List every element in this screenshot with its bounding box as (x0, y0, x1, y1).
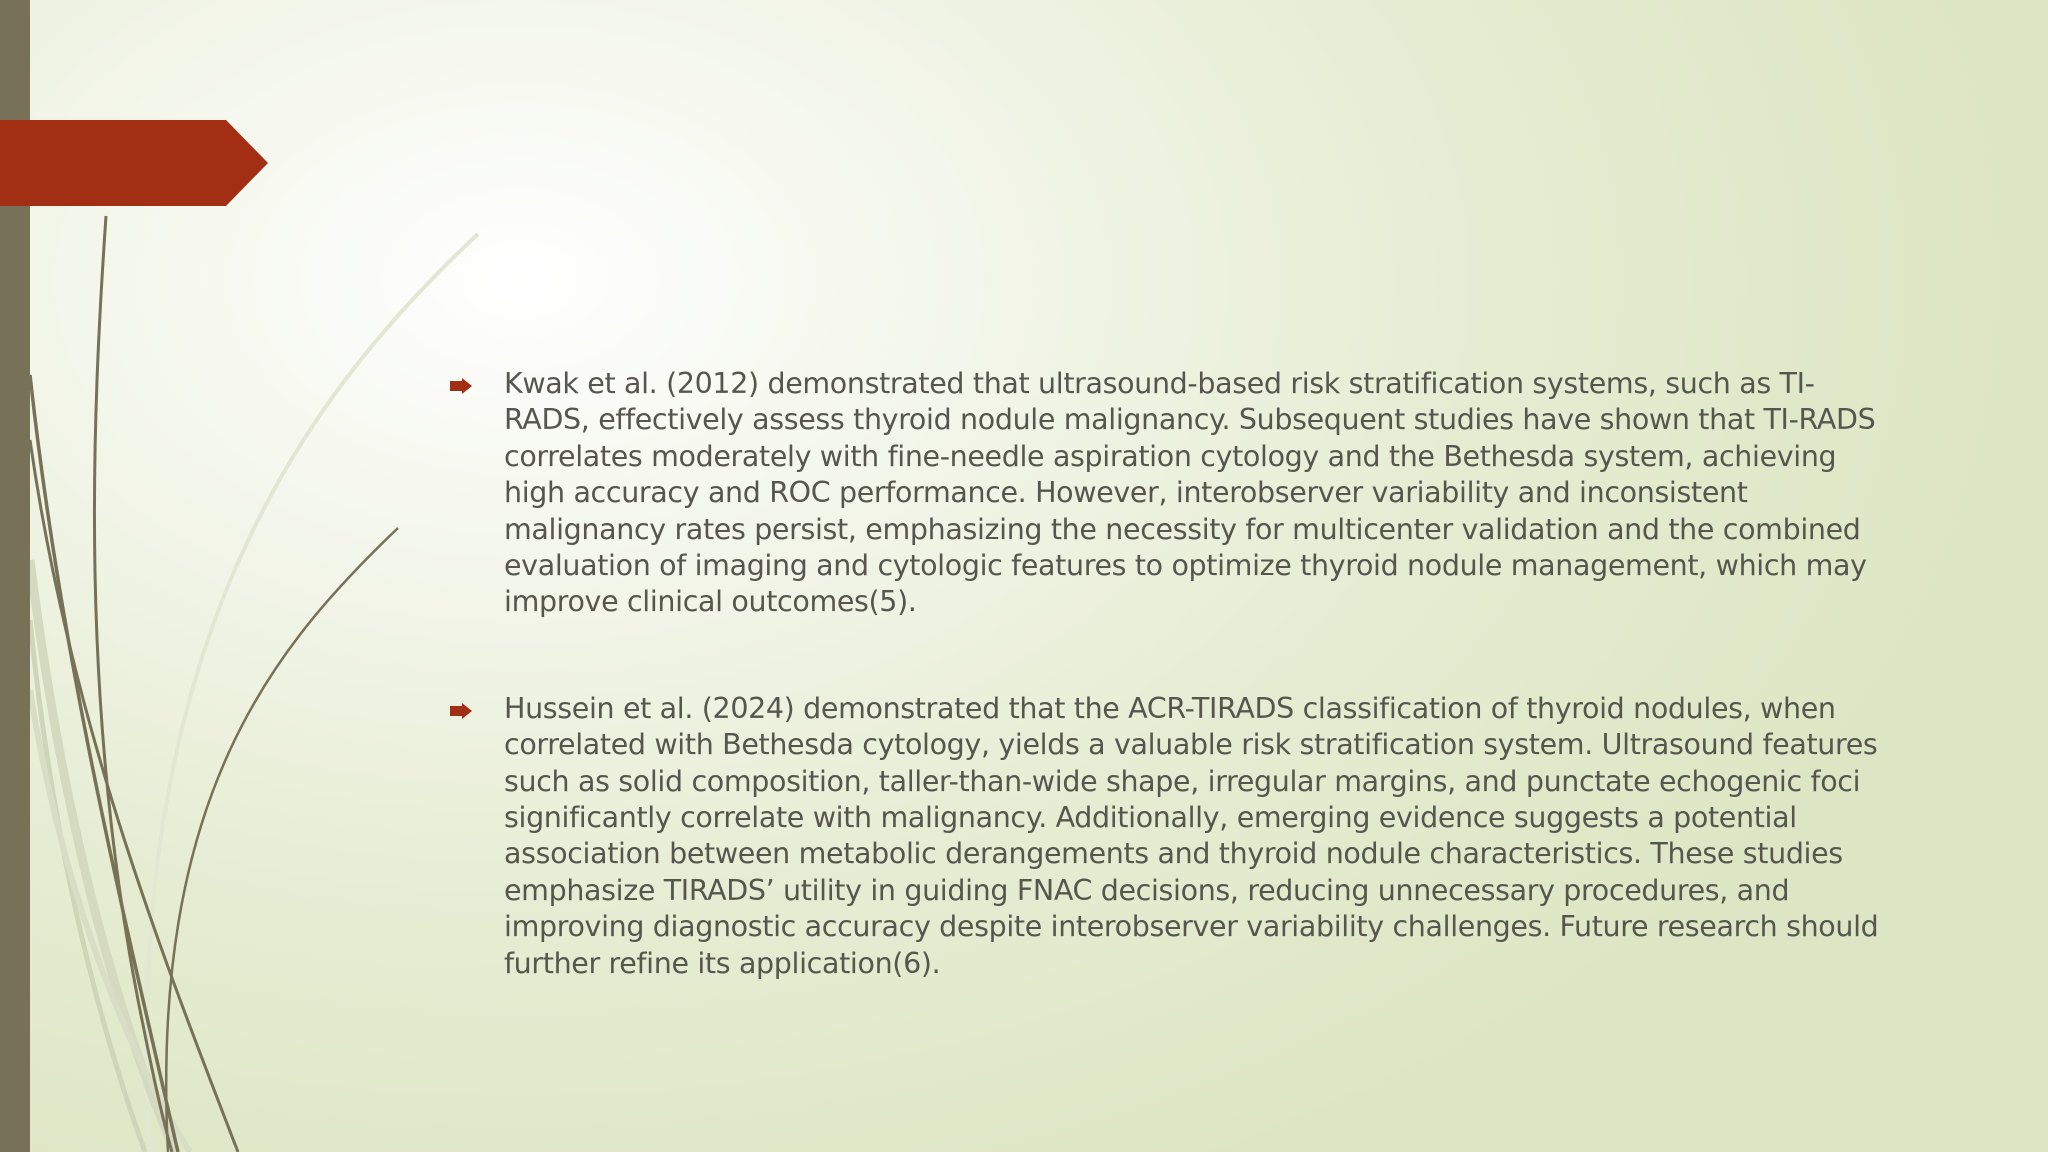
bullet-list (448, 366, 1888, 1052)
bullet-text: Kwak et al. (2012) demonstrated that ultrasound-based risk stratification systems, such as TI-RADS, effectively assess thyroid nodule malignancy. Subsequent studies have shown that TI-RADS correlates moderately with fine-needle aspiration cytology and the Bethesda system, achieving high accuracy and ROC performance. However, interobserver variability and inconsistent malignancy rates persist, emphasizing the necessity for multicenter validation and the combined evaluation of imaging and cytologic features to optimize thyroid nodule management, which may improve clinical outcomes(5). (504, 367, 1876, 619)
title-arrow-tab (0, 120, 270, 206)
bullet-item-kwak (448, 366, 1888, 621)
arrow-bullet-icon (450, 703, 474, 719)
bullet-item-hussein (448, 691, 1888, 982)
arrow-bullet-icon (450, 378, 474, 394)
bullet-text: Hussein et al. (2024) demonstrated that the ACR-TIRADS classification of thyroid nodules, when correlated with Bethesda cytology, yields a valuable risk stratification system. Ultrasound features such as solid composition, taller-than-wide shape, irregular margins, and punctate echogenic foci significantly correlate with malignancy. Additionally, emerging evidence suggests a potential association between metabolic derangements and thyroid nodule characteristics. These studies emphasize TIRADS’ utility in guiding FNAC decisions, reducing unnecessary procedures, and improving diagnostic accuracy despite interobserver variability challenges. Future research should further refine its application(6). (504, 691, 1879, 980)
